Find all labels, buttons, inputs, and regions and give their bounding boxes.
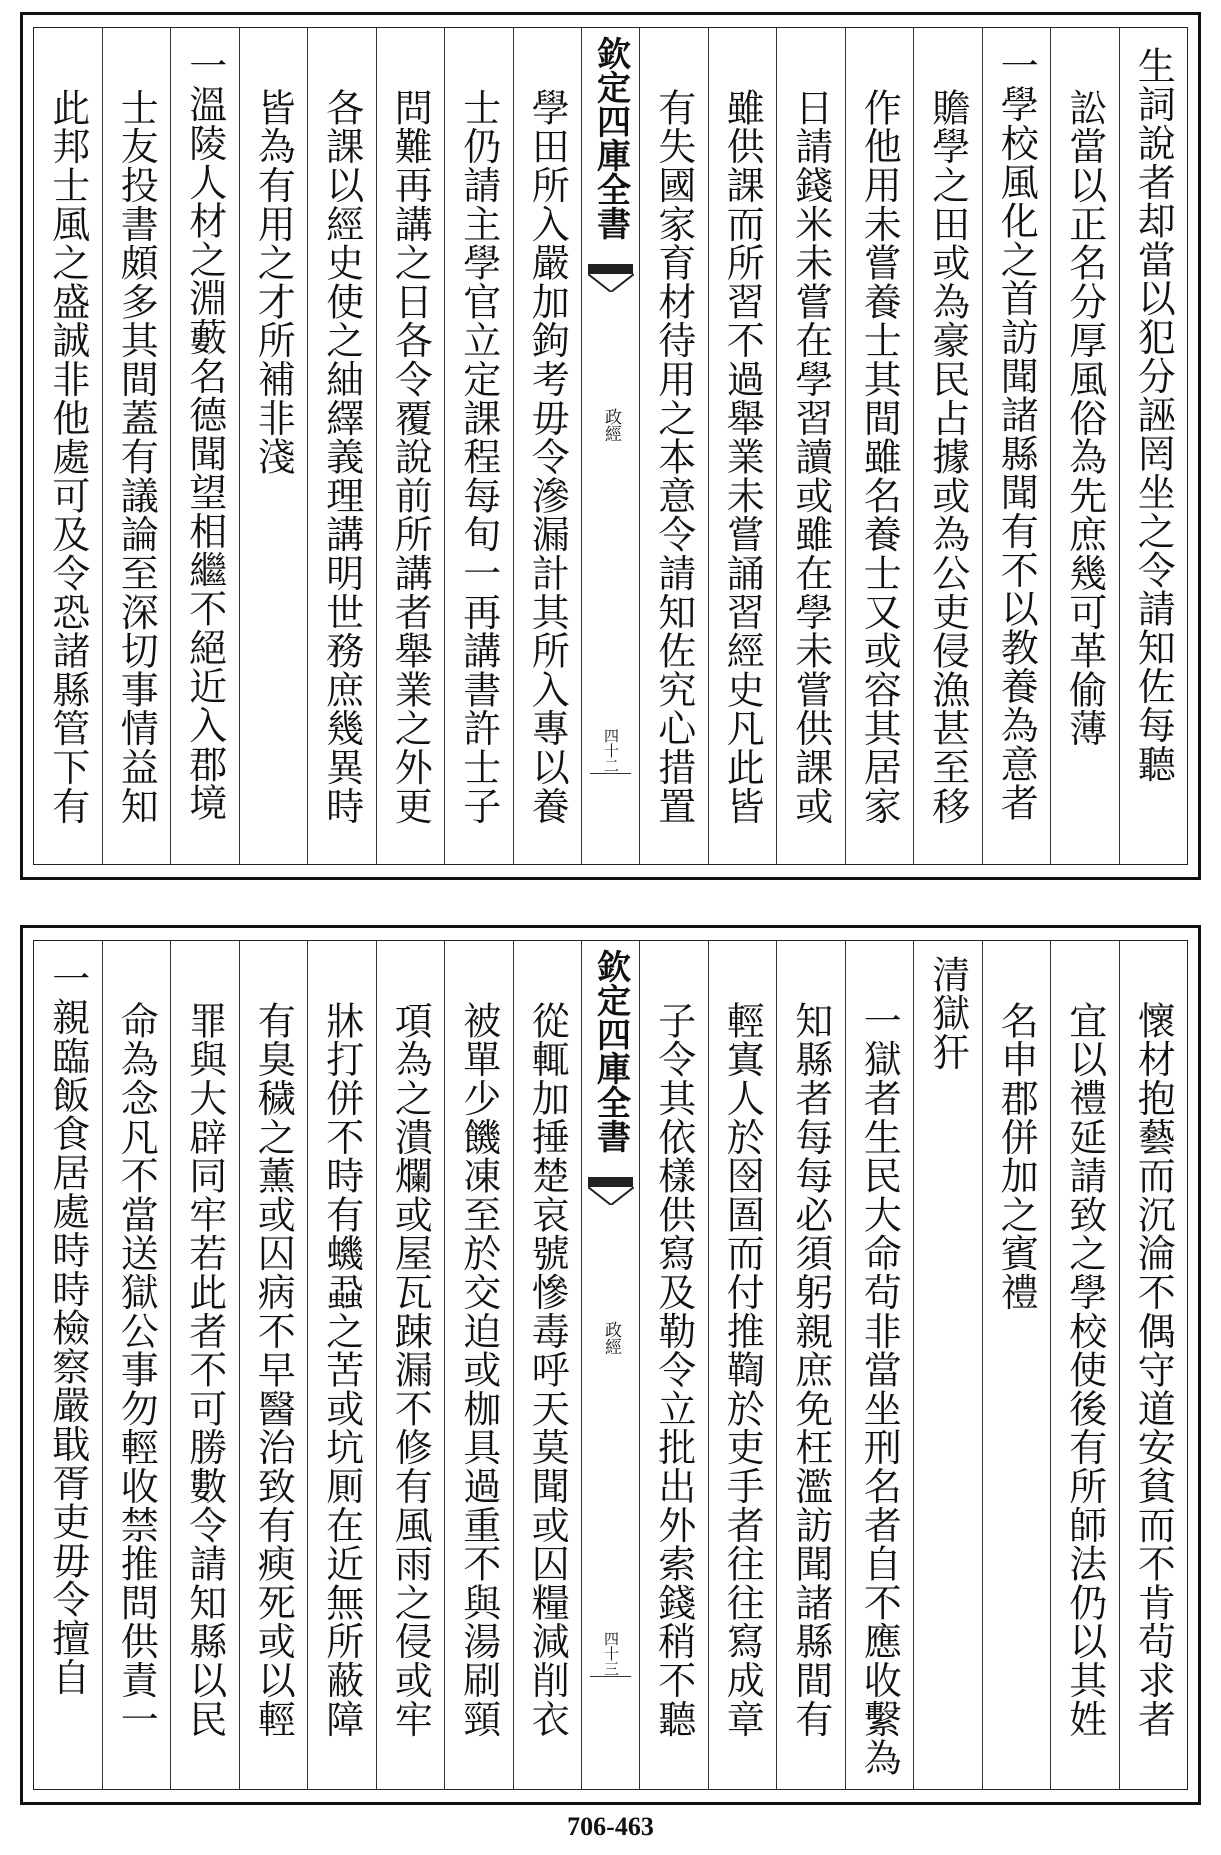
text-column: 此邦士風之盛誠非他處可及令恐諸縣管下有 [45,88,90,826]
text-column: 訟當以正名分厚風俗為先庶幾可革偷薄 [1050,28,1119,864]
text-column: 牀打併不時有蟣蝨之苦或坑厠在近無所蔽障 [307,941,376,1789]
text-column: 一親臨飯食居處時時檢察嚴戢胥吏毋令擅自 [45,959,90,1697]
bottom-page-text-frame [33,940,1188,1790]
text-column: 皆為有用之才所補非淺 [239,28,308,864]
text-column: 作他用未嘗養士其間雖名養士又或容其居家 [845,28,914,864]
fishtail-ornament [588,1177,633,1205]
text-column: 知縣者每每必須躬親庶免枉濫訪聞諸縣間有 [776,941,845,1789]
text-column: 士友投書頗多其間蓋有議論至深切事情益知 [102,28,171,864]
text-column: 各課以經史使之紬繹義理講明世務庶幾異時 [307,28,376,864]
section-heading-column [913,941,982,1789]
text-column: 輕寘人於囹圄而付推鞫於吏手者往往寫成章 [708,941,777,1789]
text-column: 贍學之田或為豪民占據或為公吏侵漁甚至移 [913,28,982,864]
text-column: 雖供課而所習不過舉業未嘗誦習經史凡此皆 [708,28,777,864]
page-number: 四十三 [602,1631,620,1676]
bottom-page [20,925,1201,1805]
text-column: 名申郡併加之賓禮 [982,941,1051,1789]
fishtail-ornament [588,264,633,292]
text-column: 從輒加捶楚哀號慘毒呼天莫聞或囚糧減削衣 [513,941,582,1789]
section-label: 政經 [601,408,621,442]
text-column: 子令其依樣供寫及勒令立批出外索錢稍不聽 [639,941,708,1789]
text-column: 一溫陵人材之淵藪名德聞望相繼不絕近入郡境 [170,28,239,864]
page-header-column [581,941,639,1789]
text-column: 問難再講之日各令覆說前所講者舉業之外更 [376,28,445,864]
text-column: 命為念凡不當送獄公事勿輕收禁推問供責一 [102,941,171,1789]
header-divider [590,1676,631,1677]
text-column: 懷材抱藝而沉淪不偶守道安貧而不肯茍求者 [1119,941,1188,1789]
text-column: 罪與大辟同牢若此者不可勝數令請知縣以民 [170,941,239,1789]
text-column: 學田所入嚴加鉤考毋令滲漏計其所入專以養 [513,28,582,864]
text-column: 有臭穢之薰或囚病不早醫治致有瘐死或以輕 [239,941,308,1789]
text-column: 項為之潰爛或屋瓦踈漏不修有風雨之侵或牢 [376,941,445,1789]
text-column: 士仍請主學官立定課程每旬一再講書許士子 [444,28,513,864]
page-reference: 706-463 [567,1812,654,1841]
text-column: 日請錢米未嘗在學習讀或雖在學未嘗供課或 [776,28,845,864]
header-divider [590,773,631,774]
book-title: 欽定四庫全書 [590,36,631,240]
book-title: 欽定四庫全書 [590,949,631,1153]
section-label: 政經 [601,1321,621,1355]
text-column: 一學校風化之首訪聞諸縣聞有不以教養為意者 [982,28,1051,864]
text-column: 被單少饑凍至於交迫或枷具過重不與湯刷頸 [444,941,513,1789]
page-number: 四十二 [602,728,620,773]
text-column: 一獄者生民大命茍非當坐刑名者自不應收繫為 [845,941,914,1789]
text-column: 生詞說者却當以犯分誣罔坐之令請知佐每聽 [1119,28,1188,864]
text-column: 有失國家育材待用之本意令請知佐究心措置 [639,28,708,864]
page-header-column [581,28,639,864]
top-page [20,12,1201,880]
text-column: 宜以禮延請致之學校使後有所師法仍以其姓 [1050,941,1119,1789]
top-page-text-frame [33,27,1188,865]
section-heading: 清獄犴 [925,955,970,1072]
